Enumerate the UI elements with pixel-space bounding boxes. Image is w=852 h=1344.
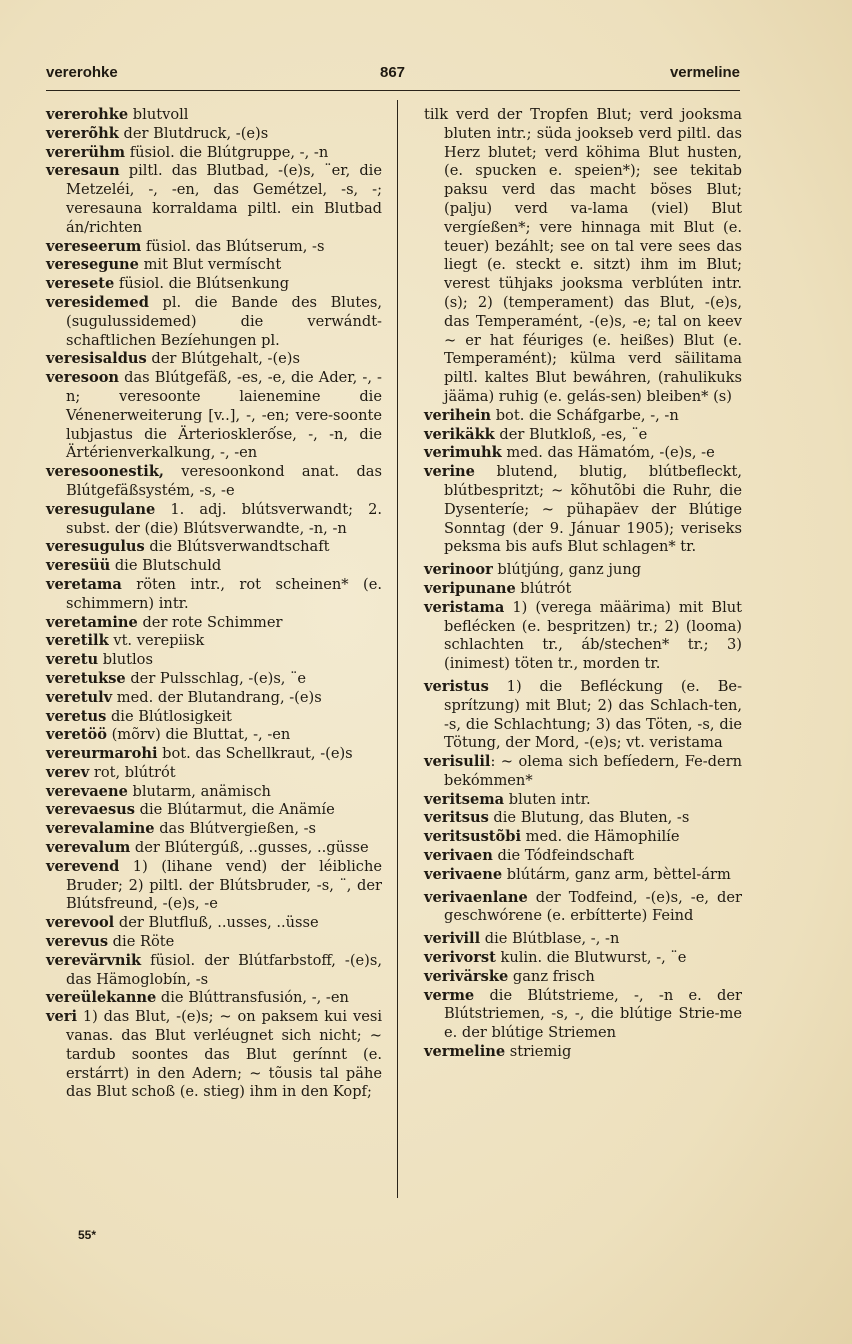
dictionary-entry: vererõhk der Blutdruck, -(e)s xyxy=(46,124,269,142)
dictionary-entry: verevend 1) (lihane vend) der léibliche Bruder; 2) piltl. der Blútsbruder, -s, ¨, der Blútsfreund, -(e)s, -e xyxy=(46,857,382,913)
dictionary-entry: vereurmarohi bot. das Schellkraut, -(e)s xyxy=(46,745,353,763)
dictionary-entry: veresaun piltl. das Blutbad, -(e)s, ¨er, die Metzeléi, -, -en, das Gemétzel, -s, -; veresauna korraldama piltl. ein Blutbad án/richten xyxy=(46,162,382,236)
left-column xyxy=(46,106,382,1102)
dictionary-entry: vererohke blutvoll xyxy=(46,106,189,123)
dictionary-entry: verivaenlane der Todfeind, -(e)s, -e, der geschwórene (e. erbítterte) Feind xyxy=(424,888,742,925)
dictionary-entry: veretulv med. der Blutandrang, -(e)s xyxy=(46,688,322,706)
dictionary-entry: verevaesus die Blútarmut, die Anämíe xyxy=(46,801,335,819)
header-last-word: vermeline xyxy=(669,64,740,81)
dictionary-entry: veresugulane 1. adj. blútsverwandt; 2. subst. der (die) Blútsverwandte, -n, -n xyxy=(46,500,382,537)
dictionary-entry: verivorst kulin. die Blutwurst, -, ¨e xyxy=(424,949,687,967)
dictionary-entry: veritsema bluten intr. xyxy=(424,790,591,808)
dictionary-entry: veresüü die Blutschuld xyxy=(46,557,222,575)
dictionary-entry: veritsus die Blutung, das Bluten, -s xyxy=(424,809,690,827)
dictionary-entry: veretus die Blútlosigkeit xyxy=(46,707,232,725)
running-header xyxy=(46,64,740,86)
dictionary-entry: veretama röten intr., rot scheinen* (e. schimmern) intr. xyxy=(46,575,382,612)
dictionary-entry: verikäkk der Blutkloß, -es, ¨e xyxy=(424,425,648,443)
dictionary-entry: verivaene blútárm, ganz arm, bèttel-árm xyxy=(424,865,731,883)
dictionary-entry: verivaen die Tódfeindschaft xyxy=(424,847,634,865)
signature-mark: 55* xyxy=(78,1228,97,1242)
dictionary-entry: verme die Blútstrieme, -, -n e. der Blútstriemen, -s, -, die blútige Strie-me e. der blútige Striemen xyxy=(424,986,742,1042)
dictionary-entry: verevaene blutarm, anämisch xyxy=(46,782,271,800)
dictionary-entry: verevalamine das Blútvergießen, -s xyxy=(46,820,317,838)
dictionary-entry: veresugulus die Blútsverwandtschaft xyxy=(46,538,330,556)
dictionary-entry: veresegune mit Blut vermíscht xyxy=(46,256,282,274)
dictionary-entry: veretu blutlos xyxy=(46,651,153,669)
dictionary-entry: verihein bot. die Scháfgarbe, -, -n xyxy=(424,406,679,424)
dictionary-entry: veripunane blútrót xyxy=(424,579,572,597)
dictionary-entry: verevalum der Blútergúß, ..gusses, ..güsse xyxy=(46,839,369,857)
dictionary-entry: veretöö (mõrv) die Bluttat, -, -en xyxy=(46,726,291,744)
dictionary-entry: verine blutend, blutig, blútbefleckt, blútbespritzt; ~ kõhutõbi die Ruhr, die Dysenteríe; ~ pühapäev der Blútige Sonntag (der 9. Jánuar 1905); veriseks peksma bis aufs Blut schlagen* tr. xyxy=(424,463,742,556)
dictionary-entry: veri 1) das Blut, -(e)s; ~ on paksem kui vesi vanas. das Blut verléugnet sich nicht; ~ tardub soontes das Blut gerínnt (e. erstárrt) in den Adern; ~ tõusis tal pähe das Blut schoß (e. stieg) ihm in den Kopf; xyxy=(46,1008,382,1101)
dictionary-entry: veristama 1) (verega määrima) mit Blut beflécken (e. bespritzen) tr.; 2) (looma) schlachten tr., áb/stechen* tr.; 3) (inimest) töten tr., morden tr. xyxy=(424,598,742,673)
dictionary-entry: veresoonestik, veresoonkond anat. das Blútgefäßsystém, -s, -e xyxy=(46,463,382,499)
dictionary-entry: verisulil: ~ olema sich befíedern, Fe-dern bekómmen* xyxy=(424,753,742,789)
column-divider xyxy=(397,100,398,1198)
dictionary-entry: veretukse der Pulsschlag, -(e)s, ¨e xyxy=(46,669,307,687)
dictionary-entry: verevus die Röte xyxy=(46,933,175,951)
dictionary-entry: vereülekanne die Blúttransfusión, -, -en xyxy=(46,989,349,1007)
header-first-word: vererohke xyxy=(46,64,118,81)
dictionary-entry: veristus 1) die Befléckung (e. Be-sprítzung) mit Blut; 2) das Schlach-ten, -s, die Schlachtung; 3) das Töten, -s, die Tötung, der Mord, -(e)s; vt. veristama xyxy=(424,677,742,752)
dictionary-entry: veretamine der rote Schimmer xyxy=(46,613,283,631)
dictionary-entry: verivärske ganz frisch xyxy=(424,967,595,985)
dictionary-entry: vererühm füsiol. die Blútgruppe, -, -n xyxy=(46,143,329,161)
dictionary-entry: verivill die Blútblase, -, -n xyxy=(424,930,620,948)
dictionary-entry: verinoor blútjúng, ganz jung xyxy=(424,561,642,579)
dictionary-entry: verev rot, blútrót xyxy=(46,763,176,781)
dictionary-entry: veretilk vt. verepiisk xyxy=(46,632,205,650)
dictionary-entry: veresoon das Blútgefäß, -es, -e, die Ader, -, -n; veresoonte laienemine die Vénenerweiterung [v..], -, -en; vere-soonte lubjastus die Ärteriosklerốse, -, -n, die Ärtérienverkalkung, -, -en xyxy=(46,369,382,462)
dictionary-entry: veresete füsiol. die Blútsenkung xyxy=(46,275,290,293)
dictionary-entry: vereseerum füsiol. das Blútserum, -s xyxy=(46,237,325,255)
right-column xyxy=(424,106,742,1062)
dictionary-entry: verevool der Blutfluß, ..usses, ..üsse xyxy=(46,914,319,932)
dictionary-entry: verimuhk med. das Hämatóm, -(e)s, -e xyxy=(424,444,715,462)
dictionary-entry: veresisaldus der Blútgehalt, -(e)s xyxy=(46,350,300,368)
dictionary-entry: verevärvnik füsiol. der Blútfarbstoff, -(e)s, das Hämoglobín, -s xyxy=(46,951,382,988)
dictionary-entry: vermeline striemig xyxy=(424,1043,572,1061)
header-rule xyxy=(46,90,740,91)
dictionary-entry: veresidemed pl. die Bande des Blutes, (sugulussidemed) die verwándt-schaftlichen Bezíehungen pl. xyxy=(46,293,382,349)
page-number: 867 xyxy=(380,64,406,81)
dictionary-entry: veritsustõbi med. die Hämophilíe xyxy=(424,828,680,846)
dictionary-entry: tilk verd der Tropfen Blut; verd jooksma bluten intr.; süda jookseb verd piltl. das Herz blutet; verd köhima Blut husten, (e. spucken e. speien*); see tekitab paksu verd das macht böses Blut; (palju) verd va-lama (viel) Blut vergíeßen*; vere hinnaga mit Blut (e. teuer) bezáhlt; see on tal vere sees das liegt (e. steckt e. sitzt) ihm im Blut; verest tühjaks jooksma verblúten intr. (s); 2) (temperament) das Blut, -(e)s, das Temperamént, -(e)s, -e; tal on keev ~ er hat féuriges (e. heißes) Blut (e. Temperamént); külma verd säilitama piltl. kaltes Blut bewáhren, (rahulikuks jääma) ruhig (e. gelás-sen) bleiben* (s) xyxy=(424,106,742,405)
